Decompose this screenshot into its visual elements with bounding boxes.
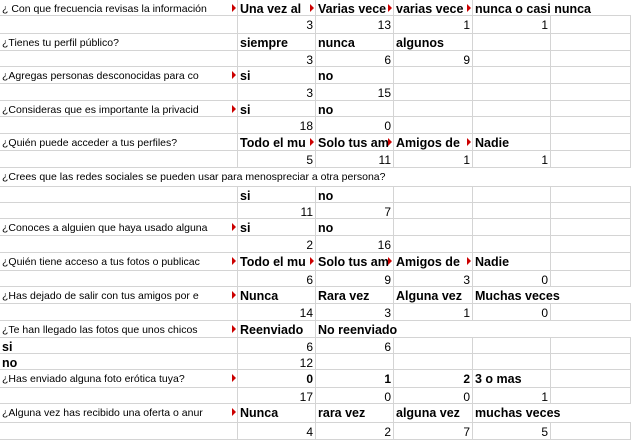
cell-r1-c3[interactable] (316, 0, 394, 16)
cell-r4-c3[interactable] (316, 51, 394, 67)
cell-text: 11 (378, 153, 391, 167)
overflow-triangle-icon (310, 257, 314, 265)
cell-r18-c4[interactable] (394, 287, 473, 304)
cell-r4-c4[interactable] (394, 51, 473, 67)
cell-r1-c5[interactable] (473, 0, 631, 16)
cell-r10-c2[interactable] (238, 151, 316, 168)
cell-text: ¿Has dejado de salir con tus amigos por e (2, 290, 199, 302)
cell-r12-c2[interactable] (238, 187, 316, 203)
cell-text: algunos (396, 36, 444, 50)
cell-text: siempre (240, 36, 288, 50)
cell-r24-c4[interactable] (394, 388, 473, 404)
cell-r3-c4[interactable] (394, 34, 473, 51)
cell-text: Reenviado (240, 323, 304, 337)
cell-text: 14 (299, 306, 313, 320)
cell-r24-c5[interactable] (473, 388, 551, 404)
cell-r13-c6[interactable] (551, 203, 631, 219)
cell-r2-c2[interactable] (238, 16, 316, 34)
cell-r19-c6[interactable] (551, 304, 631, 321)
cell-r12-c4[interactable] (394, 187, 473, 203)
cell-text: 3 (306, 86, 313, 100)
cell-r10-c1[interactable] (0, 151, 238, 168)
cell-r17-c2[interactable] (238, 271, 316, 287)
cell-text: rara vez (318, 406, 366, 420)
cell-text: 3 o mas (475, 372, 522, 386)
cell-r23-c1[interactable] (0, 370, 238, 388)
cell-r15-c3[interactable] (316, 236, 394, 253)
cell-r15-c6[interactable] (551, 236, 631, 253)
cell-text: 6 (306, 340, 313, 354)
cell-r5-c6[interactable] (551, 67, 631, 84)
cell-text: Muchas veces (475, 289, 560, 303)
cell-text: 1 (463, 306, 470, 320)
cell-r23-c2[interactable] (238, 370, 316, 388)
cell-r21-c5[interactable] (473, 338, 551, 354)
cell-text: no (318, 103, 334, 117)
cell-text: si (240, 69, 251, 83)
cell-r4-c6[interactable] (551, 51, 631, 67)
overflow-triangle-icon (232, 408, 236, 416)
cell-r5-c5[interactable] (473, 67, 551, 84)
cell-text: 6 (384, 53, 391, 67)
cell-r15-c5[interactable] (473, 236, 551, 253)
cell-r8-c1[interactable] (0, 117, 238, 134)
cell-text: 6 (384, 340, 391, 354)
cell-text: 5 (541, 425, 548, 439)
cell-r15-c1[interactable] (0, 236, 238, 253)
cell-r16-c5[interactable] (473, 253, 551, 271)
cell-r2-c3[interactable] (316, 16, 394, 34)
cell-r22-c3[interactable] (316, 354, 394, 370)
cell-r14-c4[interactable] (394, 219, 473, 236)
cell-r20-c1[interactable] (0, 321, 238, 338)
cell-text: 1 (463, 153, 470, 167)
cell-r9-c2[interactable] (238, 134, 316, 151)
cell-text: ¿Agregas personas desconocidas para co (2, 70, 199, 82)
cell-r24-c2[interactable] (238, 388, 316, 404)
cell-r6-c2[interactable] (238, 84, 316, 101)
cell-r26-c2[interactable] (238, 423, 316, 440)
cell-text: no (318, 69, 334, 83)
cell-text: 4 (306, 425, 313, 439)
cell-r3-c1[interactable] (0, 34, 238, 51)
cell-r16-c2[interactable] (238, 253, 316, 271)
cell-r20-c3[interactable] (316, 321, 631, 338)
cell-text: 1 (384, 372, 391, 386)
cell-text: No reenviado (318, 323, 398, 337)
cell-r17-c6[interactable] (551, 271, 631, 287)
cell-text: ¿Crees que las redes sociales se pueden usar para menospreciar a otra persona? (2, 171, 386, 183)
cell-text: 7 (384, 205, 391, 219)
cell-r22-c2[interactable] (238, 354, 316, 370)
cell-text: ¿Consideras que es importante la privacid (2, 104, 199, 116)
cell-text: 18 (299, 119, 313, 133)
overflow-triangle-icon (232, 325, 236, 333)
cell-r3-c3[interactable] (316, 34, 394, 51)
cell-text: Nadie (475, 255, 510, 269)
cell-text: 0 (384, 119, 391, 133)
cell-r9-c1[interactable] (0, 134, 238, 151)
cell-text: ¿Te han llegado las fotos que unos chicos (2, 324, 198, 336)
cell-r12-c3[interactable] (316, 187, 394, 203)
cell-r19-c5[interactable] (473, 304, 551, 321)
cell-text: Varias vece (318, 2, 387, 16)
cell-r2-c6[interactable] (551, 16, 631, 34)
cell-text: 9 (384, 273, 391, 287)
cell-text: 11 (300, 205, 313, 219)
cell-r10-c4[interactable] (394, 151, 473, 168)
cell-r15-c4[interactable] (394, 236, 473, 253)
cell-text: ¿ Con que frecuencia revisas la información (2, 3, 207, 15)
cell-r21-c6[interactable] (551, 338, 631, 354)
cell-r8-c2[interactable] (238, 117, 316, 134)
cell-r26-c5[interactable] (473, 423, 551, 440)
cell-r21-c3[interactable] (316, 338, 394, 354)
cell-r9-c6[interactable] (551, 134, 631, 151)
cell-text: 2 (463, 372, 470, 386)
cell-r17-c5[interactable] (473, 271, 551, 287)
cell-r25-c2[interactable] (238, 404, 316, 423)
cell-r8-c3[interactable] (316, 117, 394, 134)
cell-r18-c5[interactable] (473, 287, 631, 304)
cell-r13-c5[interactable] (473, 203, 551, 219)
cell-r3-c5[interactable] (473, 34, 551, 51)
cell-r12-c5[interactable] (473, 187, 551, 203)
cell-text: 3 (463, 273, 470, 287)
cell-text: 1 (463, 18, 470, 32)
cell-r7-c1[interactable] (0, 101, 238, 117)
cell-r20-c2[interactable] (238, 321, 316, 338)
cell-text: 1 (541, 153, 548, 167)
cell-text: nunca o casi nunca (475, 2, 592, 16)
cell-r25-c1[interactable] (0, 404, 238, 423)
cell-r12-c1[interactable] (0, 187, 238, 203)
cell-r6-c6[interactable] (551, 84, 631, 101)
cell-r16-c4[interactable] (394, 253, 473, 271)
cell-r18-c2[interactable] (238, 287, 316, 304)
cell-r7-c2[interactable] (238, 101, 316, 117)
cell-r5-c3[interactable] (316, 67, 394, 84)
cell-r6-c1[interactable] (0, 84, 238, 101)
cell-text: 15 (377, 86, 391, 100)
cell-text: 0 (463, 390, 470, 404)
overflow-triangle-icon (232, 223, 236, 231)
cell-r14-c2[interactable] (238, 219, 316, 236)
cell-r17-c3[interactable] (316, 271, 394, 287)
cell-r6-c5[interactable] (473, 84, 551, 101)
cell-r24-c1[interactable] (0, 388, 238, 404)
cell-r22-c4[interactable] (394, 354, 473, 370)
cell-text: 9 (463, 53, 470, 67)
cell-r10-c3[interactable] (316, 151, 394, 168)
cell-text: Nunca (240, 289, 279, 303)
cell-r23-c3[interactable] (316, 370, 394, 388)
cell-r13-c2[interactable] (238, 203, 316, 219)
cell-text: 16 (377, 238, 391, 252)
cell-r23-c5[interactable] (473, 370, 551, 388)
cell-text: Rara vez (318, 289, 370, 303)
cell-r2-c5[interactable] (473, 16, 551, 34)
cell-text: ¿Alguna vez has recibido una oferta o anur (2, 407, 203, 419)
cell-r26-c4[interactable] (394, 423, 473, 440)
cell-text: nunca (318, 36, 355, 50)
cell-text: Una vez al (240, 2, 302, 16)
cell-r25-c5[interactable] (473, 404, 631, 423)
cell-text: 5 (306, 153, 313, 167)
cell-r21-c2[interactable] (238, 338, 316, 354)
cell-text: muchas veces (475, 406, 561, 420)
cell-r24-c3[interactable] (316, 388, 394, 404)
cell-text: Solo tus am (318, 255, 389, 269)
cell-r22-c1[interactable] (0, 354, 238, 370)
cell-r13-c3[interactable] (316, 203, 394, 219)
cell-r9-c3[interactable] (316, 134, 394, 151)
cell-text: si (240, 189, 251, 203)
overflow-triangle-icon (467, 138, 471, 146)
cell-text: 17 (299, 390, 313, 404)
cell-text: Solo tus am (318, 136, 389, 150)
cell-text: si (240, 103, 251, 117)
cell-text: Amigos de (396, 255, 460, 269)
overflow-triangle-icon (388, 257, 392, 265)
cell-r5-c1[interactable] (0, 67, 238, 84)
cell-r7-c4[interactable] (394, 101, 473, 117)
cell-r10-c5[interactable] (473, 151, 551, 168)
cell-text: Amigos de (396, 136, 460, 150)
cell-r9-c5[interactable] (473, 134, 551, 151)
cell-r23-c6[interactable] (551, 370, 631, 388)
cell-r6-c3[interactable] (316, 84, 394, 101)
overflow-triangle-icon (232, 257, 236, 265)
cell-r7-c3[interactable] (316, 101, 394, 117)
cell-text: no (318, 189, 334, 203)
cell-text: ¿Quién puede acceder a tus perfiles? (2, 137, 178, 149)
cell-r10-c6[interactable] (551, 151, 631, 168)
cell-text: Todo el mu (240, 136, 306, 150)
cell-r6-c4[interactable] (394, 84, 473, 101)
cell-r19-c1[interactable] (0, 304, 238, 321)
cell-r22-c6[interactable] (551, 354, 631, 370)
cell-text: ¿Has enviado alguna foto erótica tuya? (2, 373, 185, 385)
overflow-triangle-icon (232, 71, 236, 79)
cell-r17-c1[interactable] (0, 271, 238, 287)
cell-r22-c5[interactable] (473, 354, 551, 370)
cell-text: ¿Quién tiene acceso a tus fotos o publicac (2, 256, 200, 268)
cell-text: si (2, 340, 13, 354)
cell-r25-c3[interactable] (316, 404, 394, 423)
cell-r3-c6[interactable] (551, 34, 631, 51)
cell-r8-c6[interactable] (551, 117, 631, 134)
cell-text: 2 (306, 238, 313, 252)
cell-r19-c3[interactable] (316, 304, 394, 321)
cell-r16-c6[interactable] (551, 253, 631, 271)
cell-r25-c4[interactable] (394, 404, 473, 423)
cell-r7-c5[interactable] (473, 101, 551, 117)
cell-text: 1 (541, 390, 548, 404)
cell-r2-c1[interactable] (0, 16, 238, 34)
cell-r8-c5[interactable] (473, 117, 551, 134)
cell-r12-c6[interactable] (551, 187, 631, 203)
cell-text: 0 (541, 273, 548, 287)
cell-text: Todo el mu (240, 255, 306, 269)
cell-text: Alguna vez (396, 289, 462, 303)
cell-text: 2 (384, 425, 391, 439)
cell-r5-c2[interactable] (238, 67, 316, 84)
cell-text: Nadie (475, 136, 510, 150)
overflow-triangle-icon (310, 4, 314, 12)
cell-r21-c4[interactable] (394, 338, 473, 354)
cell-r23-c4[interactable] (394, 370, 473, 388)
cell-r13-c1[interactable] (0, 203, 238, 219)
cell-r18-c1[interactable] (0, 287, 238, 304)
overflow-triangle-icon (232, 291, 236, 299)
cell-text: 0 (306, 372, 313, 386)
cell-r11-c1[interactable] (0, 168, 631, 187)
cell-text: 12 (299, 356, 313, 370)
cell-r19-c2[interactable] (238, 304, 316, 321)
cell-text: 3 (306, 53, 313, 67)
overflow-triangle-icon (388, 4, 392, 12)
cell-r21-c1[interactable] (0, 338, 238, 354)
cell-text: Nunca (240, 406, 279, 420)
cell-r3-c2[interactable] (238, 34, 316, 51)
overflow-triangle-icon (467, 4, 471, 12)
overflow-triangle-icon (388, 138, 392, 146)
cell-text: alguna vez (396, 406, 460, 420)
cell-r2-c4[interactable] (394, 16, 473, 34)
cell-r1-c2[interactable] (238, 0, 316, 16)
cell-r17-c4[interactable] (394, 271, 473, 287)
cell-r16-c3[interactable] (316, 253, 394, 271)
cell-text: 13 (377, 18, 391, 32)
overflow-triangle-icon (232, 105, 236, 113)
cell-text: ¿Tienes tu perfil público? (2, 37, 119, 49)
cell-r14-c5[interactable] (473, 219, 551, 236)
cell-r14-c6[interactable] (551, 219, 631, 236)
cell-text: ¿Conoces a alguien que haya usado alguna (2, 222, 208, 234)
cell-text: 0 (384, 390, 391, 404)
cell-r8-c4[interactable] (394, 117, 473, 134)
cell-text: no (318, 221, 334, 235)
cell-r16-c1[interactable] (0, 253, 238, 271)
cell-r13-c4[interactable] (394, 203, 473, 219)
cell-text: 3 (306, 18, 313, 32)
cell-r5-c4[interactable] (394, 67, 473, 84)
cell-text: varias vece (396, 2, 464, 16)
cell-r26-c1[interactable] (0, 423, 238, 440)
overflow-triangle-icon (232, 4, 236, 12)
cell-r19-c4[interactable] (394, 304, 473, 321)
cell-text: 6 (306, 273, 313, 287)
cell-text: 3 (384, 306, 391, 320)
cell-r4-c2[interactable] (238, 51, 316, 67)
cell-text: 1 (541, 18, 548, 32)
cell-text: si (240, 221, 251, 235)
overflow-triangle-icon (232, 374, 236, 382)
cell-r15-c2[interactable] (238, 236, 316, 253)
cell-r4-c1[interactable] (0, 51, 238, 67)
cell-r18-c3[interactable] (316, 287, 394, 304)
cell-text: no (2, 356, 18, 370)
cell-r14-c1[interactable] (0, 219, 238, 236)
cell-r7-c6[interactable] (551, 101, 631, 117)
cell-r1-c1[interactable] (0, 0, 238, 16)
cell-r1-c4[interactable] (394, 0, 473, 16)
cell-r9-c4[interactable] (394, 134, 473, 151)
cell-text: 7 (463, 425, 470, 439)
cell-r26-c3[interactable] (316, 423, 394, 440)
cell-r14-c3[interactable] (316, 219, 394, 236)
cell-r24-c6[interactable] (551, 388, 631, 404)
cell-r26-c6[interactable] (551, 423, 631, 440)
overflow-triangle-icon (467, 257, 471, 265)
overflow-triangle-icon (310, 138, 314, 146)
cell-text: 0 (541, 306, 548, 320)
cell-r4-c5[interactable] (473, 51, 551, 67)
